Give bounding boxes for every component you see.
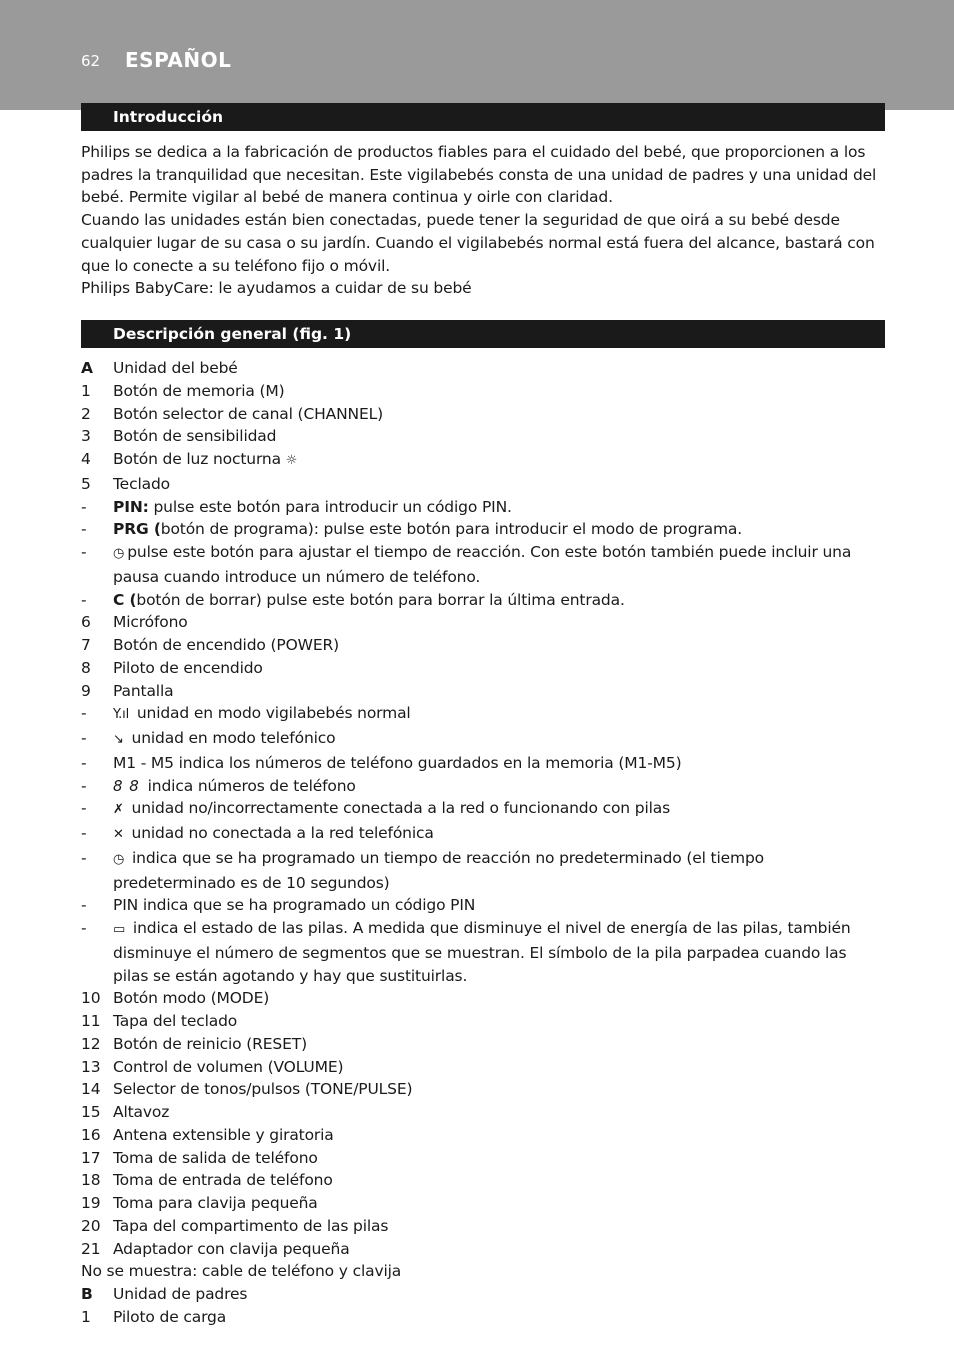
note-text: No se muestra: cable de teléfono y clavija xyxy=(81,1262,402,1281)
list-item xyxy=(81,894,885,917)
page-number: 62 xyxy=(81,52,101,70)
item-marker: 12 xyxy=(81,1034,101,1053)
item-marker: 21 xyxy=(81,1239,101,1258)
item-text: unidad no/incorrectamente conectada a la red o funcionando con pilas xyxy=(131,799,671,818)
item-marker: 1 xyxy=(81,381,91,400)
list-item xyxy=(81,680,885,703)
list-item xyxy=(81,1306,885,1329)
item-marker: 13 xyxy=(81,1057,101,1076)
night-light-icon: ☼ xyxy=(285,453,298,468)
item-marker: A xyxy=(81,359,93,377)
item-text: unidad no conectada a la red telefónica xyxy=(131,824,434,842)
item-marker: 3 xyxy=(81,427,91,446)
item-text: Adaptador con clavija pequeña xyxy=(113,1239,350,1258)
list-item xyxy=(81,1283,885,1306)
item-text: botón de programa): pulse este botón para introducir el modo de programa. xyxy=(160,520,743,539)
list-item xyxy=(81,1192,885,1215)
item-text: Botón de memoria (M) xyxy=(113,381,285,400)
item-marker: 11 xyxy=(81,1012,101,1030)
item-text: Toma de salida de teléfono xyxy=(113,1148,318,1167)
list-item xyxy=(81,1124,885,1147)
item-marker: 1 xyxy=(81,1307,91,1326)
list-item xyxy=(81,425,885,448)
item-marker: - xyxy=(81,896,87,915)
item-text: pulse este botón para ajustar el tiempo de reacción. Con este botón también puede incluir una pausa cuando introduce un número de teléfono. xyxy=(113,543,852,586)
item-marker: - xyxy=(81,799,87,818)
item-text: Botón de encendido (POWER) xyxy=(113,636,339,654)
item-marker: 17 xyxy=(81,1148,101,1167)
item-text: indica números de teléfono xyxy=(147,776,356,795)
item-marker: - xyxy=(81,590,87,609)
item-text: Antena extensible y giratoria xyxy=(113,1125,334,1144)
list-item xyxy=(81,917,885,987)
phone-icon: ↘ xyxy=(113,732,124,747)
item-text: Piloto de encendido xyxy=(113,658,263,677)
pin-code: PIN xyxy=(113,896,139,915)
list-item xyxy=(81,634,885,657)
item-text: pulse este botón para introducir un código PIN. xyxy=(148,497,512,516)
item-marker: 16 xyxy=(81,1125,101,1144)
signal-icon: Y.ıl xyxy=(113,707,130,723)
item-text: Tapa del teclado xyxy=(113,1012,238,1030)
list-item xyxy=(81,448,885,473)
item-text: Piloto de carga xyxy=(113,1307,227,1326)
item-marker: - xyxy=(81,848,87,867)
list-item xyxy=(81,380,885,403)
item-text: botón de borrar) pulse este botón para borrar la última entrada. xyxy=(136,590,625,609)
item-text: unidad en modo telefónico xyxy=(131,729,336,747)
item-text: Tapa del compartimento de las pilas xyxy=(113,1216,389,1235)
list-item xyxy=(81,752,885,775)
item-text: Micrófono xyxy=(113,613,188,632)
item-text: Control de volumen (VOLUME) xyxy=(113,1057,344,1076)
list-note xyxy=(81,1260,885,1283)
item-text: Selector de tonos/pulsos (TONE/PULSE) xyxy=(113,1080,413,1099)
list-item xyxy=(81,518,885,541)
item-text: Botón de sensibilidad xyxy=(113,427,277,446)
no-mains-icon: ✗ xyxy=(113,802,124,818)
item-marker: 7 xyxy=(81,636,91,654)
no-phone-line-icon: ✕ xyxy=(113,827,124,842)
item-label: PIN: xyxy=(113,497,149,516)
list-item xyxy=(81,403,885,426)
list-item xyxy=(81,797,885,822)
list-item xyxy=(81,1169,885,1192)
intro-paragraph: Philips se dedica a la fabricación de productos fiables para el cuidado del bebé, que proporcionen a los padres la tranquilidad que necesitan. Este vigilabebés consta de una unidad de padres y una unidad del bebé. Permite vigilar al bebé de manera continua y oirle con claridad. xyxy=(81,143,877,207)
item-text: Toma de entrada de teléfono xyxy=(113,1171,333,1190)
memory-code: M1 - M5 xyxy=(113,753,174,772)
list-item xyxy=(81,1215,885,1238)
item-marker: - xyxy=(81,753,87,772)
header-band xyxy=(0,0,954,110)
item-marker: 20 xyxy=(81,1216,101,1235)
item-text: Toma para clavija pequeña xyxy=(113,1194,318,1212)
item-text: Teclado xyxy=(113,474,170,493)
item-marker: 2 xyxy=(81,404,91,423)
item-marker: 5 xyxy=(81,474,91,493)
item-marker: - xyxy=(81,497,87,516)
item-marker: 14 xyxy=(81,1080,101,1099)
list-item xyxy=(81,702,885,727)
item-marker: - xyxy=(81,824,87,842)
intro-paragraph: Cuando las unidades están bien conectadas, puede tener la seguridad de que oirá a su bebé desde cualquier lugar de su casa o su jardín. Cuando el vigilabebés normal está fuera del alcance, bastará con que lo conecte a su teléfono fijo o móvil. xyxy=(81,211,875,275)
item-text: Botón de reinicio (RESET) xyxy=(113,1034,307,1053)
item-text: Botón modo (MODE) xyxy=(113,989,270,1008)
item-marker: 8 xyxy=(81,658,91,677)
list-item xyxy=(81,1147,885,1170)
clock-icon: ◷ xyxy=(113,546,125,561)
battery-icon: ▭ xyxy=(113,922,126,937)
list-item xyxy=(81,775,885,798)
item-text: indica que se ha programado un código PIN xyxy=(138,896,476,915)
item-marker: 19 xyxy=(81,1194,101,1212)
digits-icon: 8 8 xyxy=(113,776,140,795)
item-marker: 15 xyxy=(81,1103,101,1121)
item-marker: - xyxy=(81,919,87,937)
section-title-descripcion: Descripción general (fig. 1) xyxy=(81,320,885,348)
item-marker: 18 xyxy=(81,1171,101,1190)
item-text: indica que se ha programado un tiempo de reacción no predeterminado (el tiempo predeterminado es de 10 segundos) xyxy=(113,848,764,892)
item-text: Botón de luz nocturna xyxy=(113,450,281,468)
item-text: Unidad del bebé xyxy=(113,359,238,377)
item-marker: 10 xyxy=(81,989,101,1008)
list-item xyxy=(81,847,885,895)
item-marker: 9 xyxy=(81,681,91,700)
item-text: Unidad de padres xyxy=(113,1285,248,1303)
list-item xyxy=(81,657,885,680)
item-label: PRG ( xyxy=(113,520,161,539)
item-text: indica los números de teléfono guardados en la memoria (M1-M5) xyxy=(173,753,682,772)
item-label: C ( xyxy=(113,590,137,609)
list-item xyxy=(81,1010,885,1033)
list-item xyxy=(81,1056,885,1079)
list-item xyxy=(81,589,885,612)
item-text: Botón selector de canal (CHANNEL) xyxy=(113,404,383,423)
list-item xyxy=(81,541,885,589)
section-title-introduccion: Introducción xyxy=(81,103,885,131)
list-item xyxy=(81,987,885,1010)
item-text: Altavoz xyxy=(113,1103,170,1121)
item-marker: 4 xyxy=(81,450,91,468)
list-item xyxy=(81,1101,885,1124)
list-item xyxy=(81,611,885,634)
list-item xyxy=(81,727,885,752)
item-marker: - xyxy=(81,776,87,795)
list-item xyxy=(81,357,885,380)
language-title: ESPAÑOL xyxy=(125,48,232,72)
intro-paragraph: Philips BabyCare: le ayudamos a cuidar de su bebé xyxy=(81,279,472,298)
item-marker: B xyxy=(81,1285,93,1303)
list-item xyxy=(81,1238,885,1261)
item-marker: - xyxy=(81,520,87,539)
intro-text xyxy=(81,141,885,300)
list-item xyxy=(81,822,885,847)
item-text: indica el estado de las pilas. A medida que disminuye el nivel de energía de las pilas, también disminuye el número de segmentos que se muestran. El símbolo de la pila parpadea cuando las pilas se están agotando y hay que sustituirlas. xyxy=(113,919,851,985)
item-marker: 6 xyxy=(81,613,91,632)
list-item xyxy=(81,473,885,496)
list-item xyxy=(81,496,885,519)
list-item xyxy=(81,1078,885,1101)
item-text: Pantalla xyxy=(113,681,174,700)
parts-list xyxy=(81,357,885,1329)
item-marker: - xyxy=(81,704,87,723)
clock-icon: ◷ xyxy=(113,851,125,867)
list-item xyxy=(81,1033,885,1056)
item-text: unidad en modo vigilabebés normal xyxy=(136,704,411,723)
item-marker: - xyxy=(81,543,87,561)
item-marker: - xyxy=(81,729,87,747)
